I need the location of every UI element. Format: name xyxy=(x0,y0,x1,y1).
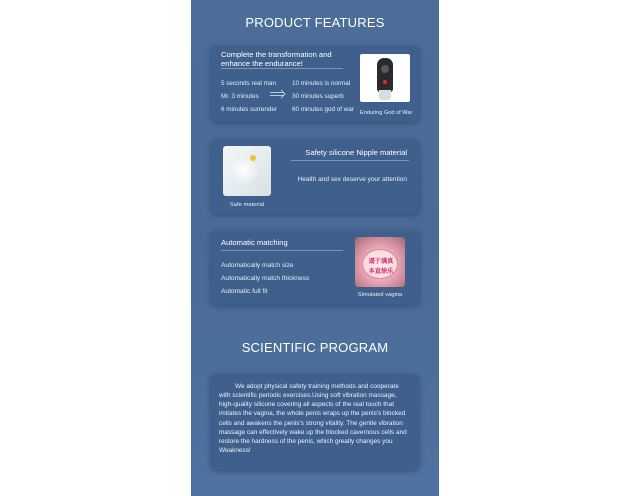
device-image-caption: Enduring God of War xyxy=(360,110,413,116)
product-panel xyxy=(191,0,439,496)
left-row-2: Mr. 3 minutes xyxy=(221,93,259,100)
safety-material-card xyxy=(211,140,419,214)
left-row-3: 6 minutes surrender xyxy=(221,106,277,113)
endurance-card xyxy=(211,46,419,122)
scientific-program-heading: SCIENTIFIC PROGRAM xyxy=(241,340,389,355)
automatic-matching-card xyxy=(211,231,419,305)
double-arrow-icon xyxy=(269,89,287,99)
silicone-material-image xyxy=(223,146,271,196)
matching-item-2: Automatically match thickness xyxy=(221,275,310,282)
right-row-2: 30 minutes superb xyxy=(292,93,344,100)
device-image xyxy=(360,54,410,102)
silicone-image-caption: Safe material xyxy=(229,202,265,208)
safety-card-title: Safety silicone Nipple material xyxy=(305,148,407,157)
simulated-vagina-image xyxy=(355,237,405,287)
right-row-3: 60 minutes god of war xyxy=(292,106,354,113)
matching-item-1: Automatically match size xyxy=(221,262,294,269)
right-row-1: 10 minutes is normal xyxy=(292,80,351,87)
safety-card-divider xyxy=(291,160,409,161)
program-paragraph: We adopt physical safety training methods and cooperate with scientific periodic exercises.Using soft vibration massage, high-quality silicone covering all aspects of the real touch that imitates the vagina, the whole penis wraps up the penis's blocked cells and awakens the penis's strong vitality. The gentle vibration massage can effectively wake up the blocked cavernous cells and restore the hardness of the penis, which greatly changes you Weakness! xyxy=(219,383,407,455)
image-stamp: 逼于满真 本直徐乐 xyxy=(362,249,398,279)
endurance-card-title: Complete the transformation and enhance the endurance! xyxy=(221,50,332,69)
simulated-image-caption: Simulated vagina xyxy=(357,292,403,298)
matching-item-3: Automatic full fit xyxy=(221,288,268,295)
scientific-program-card xyxy=(211,374,419,470)
endurance-card-divider xyxy=(221,68,343,69)
left-row-1: 5 seconds real man xyxy=(221,80,276,87)
matching-card-title: Automatic matching xyxy=(221,238,288,247)
safety-card-subtitle: Health and sex deserve your attention xyxy=(297,176,407,183)
matching-card-divider xyxy=(221,250,343,251)
product-features-heading: PRODUCT FEATURES xyxy=(245,15,385,30)
